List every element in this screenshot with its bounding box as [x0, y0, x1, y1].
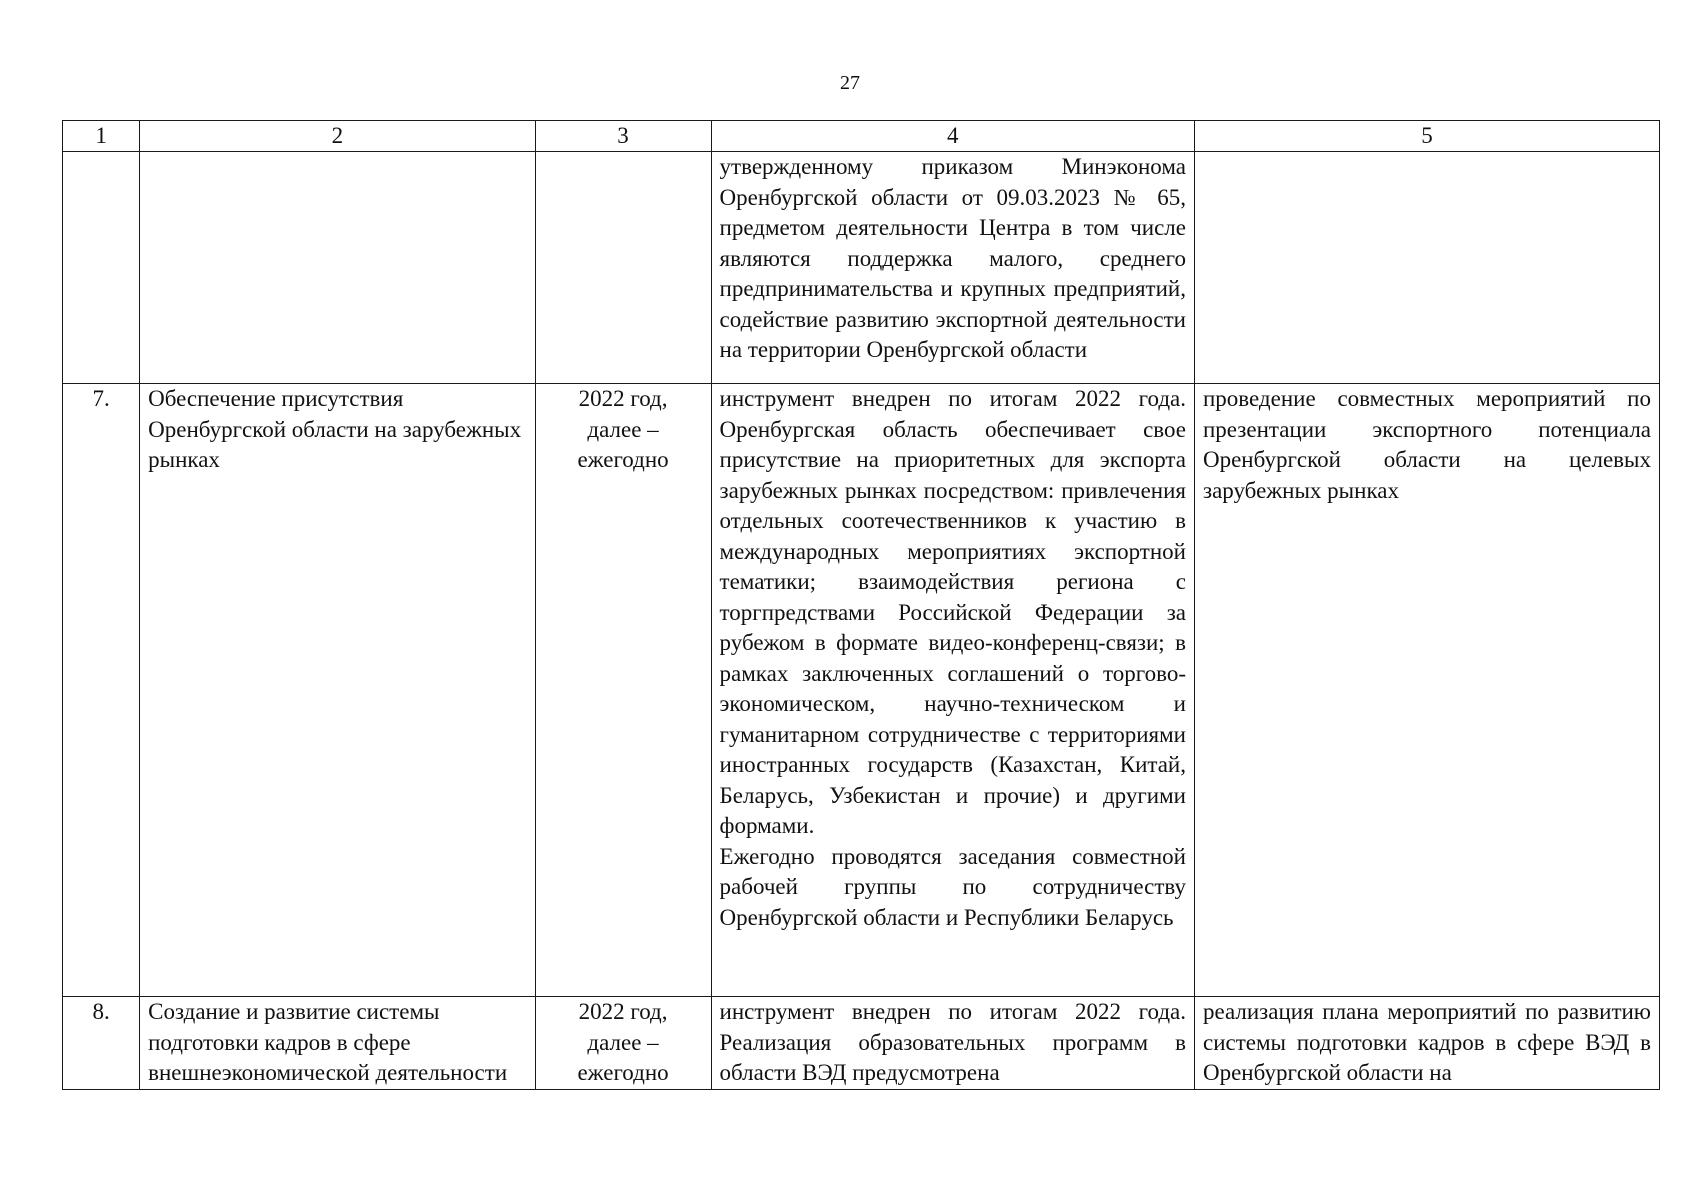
page-number: 27 — [840, 72, 860, 94]
cell-status — [711, 997, 1194, 1090]
cell-status — [711, 152, 1194, 384]
cell-term — [535, 384, 711, 997]
table-row-continuation — [63, 152, 1660, 384]
cell-term — [535, 997, 711, 1090]
cell-measure — [140, 152, 535, 384]
header-col-2: 2 — [140, 121, 535, 152]
status-paragraph: инструмент внедрен по итогам 2022 года. Реализация образовательных программ в области ВЭД предусмотрена — [719, 999, 1186, 1085]
header-col-5: 5 — [1194, 121, 1659, 152]
cell-num: 7. — [63, 384, 140, 997]
cell-measure: Создание и развитие системы подготовки кадров в сфере внешнеэкономической деятельности — [140, 997, 535, 1090]
header-col-3: 3 — [535, 121, 711, 152]
term-line: далее – — [587, 1029, 659, 1055]
cell-term — [535, 152, 711, 384]
cell-plan: проведение совместных мероприятий по презентации экспортного потенциала Оренбургской области на целевых зарубежных рынках — [1194, 384, 1659, 997]
table-row — [63, 384, 1660, 997]
status-paragraph: утвержденному приказом Минэконома Оренбургской области от 09.03.2023 № 65, предметом деятельности Центра в том числе являются поддержка малого, среднего предпринимательства и крупных предприятий, содействие развитию экспортной деятельности на территории Оренбургской области — [719, 154, 1186, 362]
cell-measure: Обеспечение присутствия Оренбургской области на зарубежных рынках — [140, 384, 535, 997]
header-col-4: 4 — [711, 121, 1194, 152]
cell-num: 8. — [63, 997, 140, 1090]
term-line: ежегодно — [577, 447, 669, 472]
term-line: далее – — [587, 416, 659, 442]
measures-table — [62, 120, 1660, 1090]
cell-status — [711, 384, 1194, 997]
table-header-row — [63, 121, 1660, 152]
term-line: 2022 год, — [578, 386, 668, 411]
term-line: 2022 год, — [578, 999, 668, 1024]
status-paragraph: Ежегодно проводятся заседания совместной рабочей группы по сотрудничеству Оренбургской области и Республики Беларусь — [719, 843, 1186, 930]
cell-num — [63, 152, 140, 384]
header-col-1: 1 — [63, 121, 140, 152]
status-paragraph: инструмент внедрен по итогам 2022 года. Оренбургская область обеспечивает свое присутствие на приоритетных для экспорта зарубежных рынках посредством: привлечения отдельных соотечественников к участию в международных мероприятиях экспортной тематики; взаимодействия региона с торгпредствами Российской Федерации за рубежом в формате видео-конференц-связи; в рамках заключенных соглашений о торгово-экономическом, научно-техническом и гуманитарном сотрудничестве с территориями иностранных государств (Казахстан, Китай, Беларусь, Узбекистан и прочие) и другими формами. — [719, 386, 1186, 838]
table-row — [63, 997, 1660, 1090]
cell-plan: реализация плана мероприятий по развитию системы подготовки кадров в сфере ВЭД в Оренбургской области на — [1194, 997, 1659, 1090]
cell-plan — [1194, 152, 1659, 384]
term-line: ежегодно — [577, 1060, 669, 1085]
